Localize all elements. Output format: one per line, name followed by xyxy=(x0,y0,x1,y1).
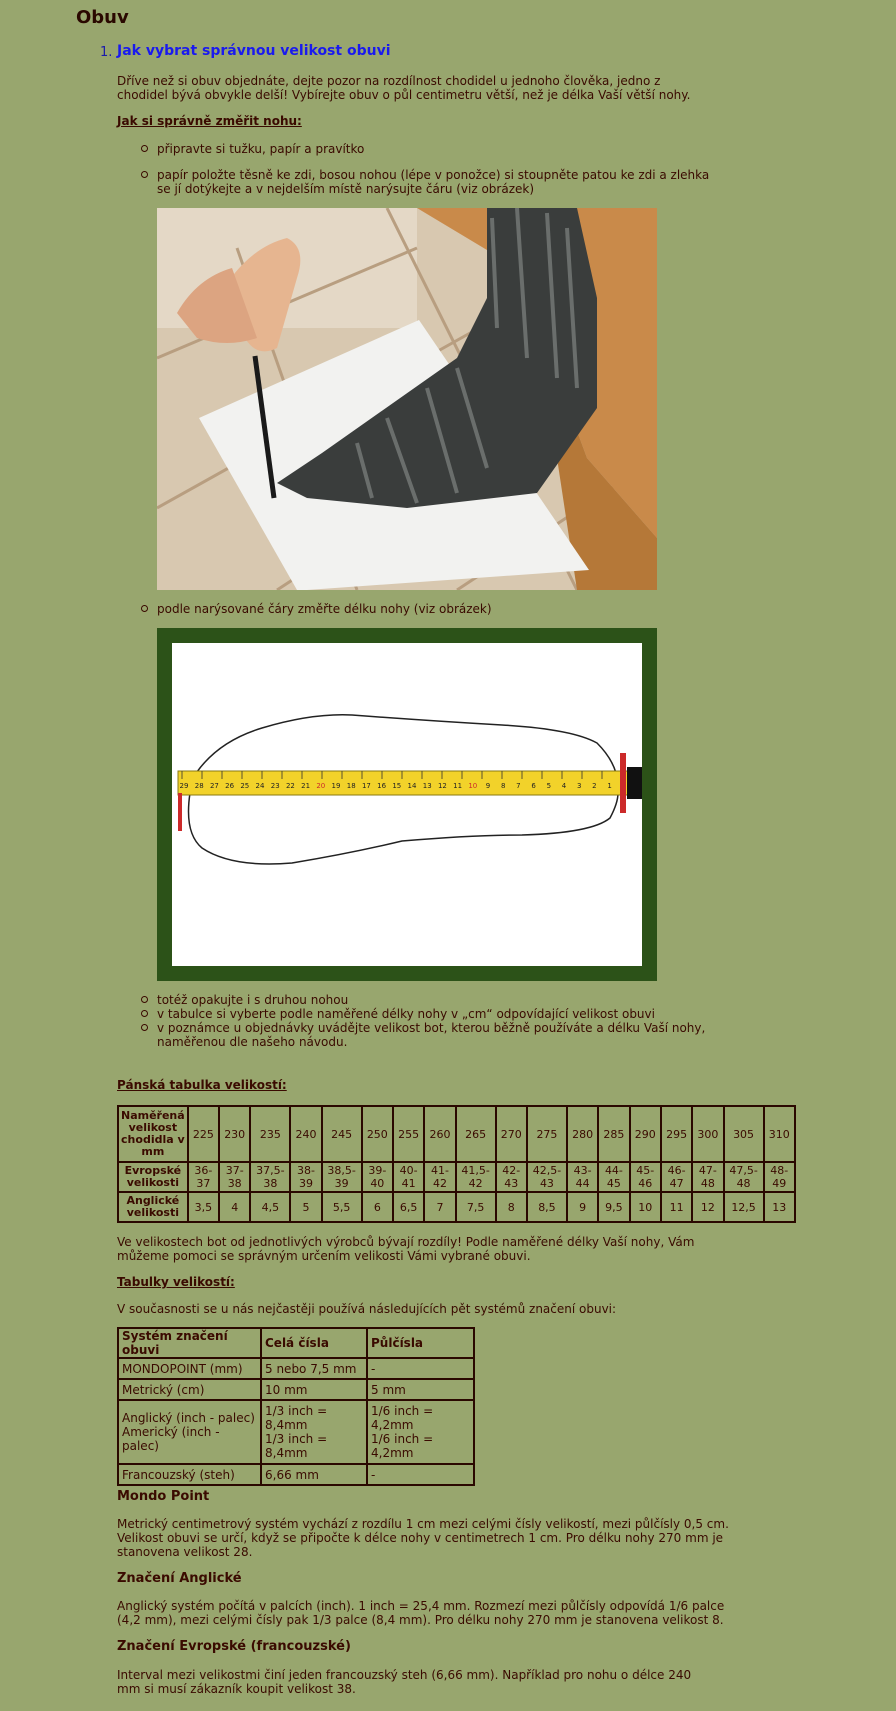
table-cell: 10 xyxy=(630,1192,661,1222)
cell-line: Anglický (inch - palec) xyxy=(122,1411,255,1425)
table-row xyxy=(118,1358,474,1379)
table-cell xyxy=(367,1400,474,1464)
column-header: Systém značení obuvi xyxy=(118,1328,261,1358)
table-cell: 255 xyxy=(393,1106,424,1162)
ruler-number: 19 xyxy=(331,782,341,790)
step-3: podle narýsované čáry změřte délku nohy (viz obrázek) xyxy=(141,602,717,616)
row-header: Anglické velikosti xyxy=(118,1192,188,1222)
systems-intro: V současnosti se u nás nejčastěji používá následujících pět systémů značení obuvi: xyxy=(117,1302,617,1316)
table-cell: 7,5 xyxy=(456,1192,496,1222)
ruler-number: 18 xyxy=(346,782,356,790)
cell-line: 1/3 inch = 8,4mm xyxy=(265,1432,328,1460)
european-text: Interval mezi velikostmi činí jeden francouzský steh (6,66 mm). Například pro nohu o délce 240 mm si musí zákazník koupit velikost 38. xyxy=(117,1668,692,1696)
table-cell: 41,5-42 xyxy=(456,1162,496,1192)
table-cell: - xyxy=(367,1464,474,1485)
mens-table-heading: Pánská tabulka velikostí: xyxy=(117,1078,287,1092)
table-cell: 260 xyxy=(424,1106,455,1162)
table-cell: 300 xyxy=(692,1106,723,1162)
table-cell: 5 nebo 7,5 mm xyxy=(261,1358,367,1379)
table-cell: 36-37 xyxy=(188,1162,219,1192)
table-cell: 12 xyxy=(692,1192,723,1222)
ruler-number: 21 xyxy=(301,782,311,790)
ruler-number: 2 xyxy=(592,782,597,790)
table-cell: 9 xyxy=(567,1192,598,1222)
table-cell: 45-46 xyxy=(630,1162,661,1192)
foot-outline-illustration xyxy=(172,643,642,966)
column-header: Půlčísla xyxy=(367,1328,474,1358)
table-cell: 5 mm xyxy=(367,1379,474,1400)
table-cell: 5 xyxy=(290,1192,321,1222)
table-cell: Francouzský (steh) xyxy=(118,1464,261,1485)
ruler-number: 27 xyxy=(209,782,219,790)
ruler-number: 13 xyxy=(422,782,432,790)
table-cell: 7 xyxy=(424,1192,455,1222)
table-cell: 47-48 xyxy=(692,1162,723,1192)
table-cell xyxy=(118,1400,261,1464)
european-heading: Značení Evropské (francouzské) xyxy=(117,1639,351,1654)
ruler-number: 23 xyxy=(270,782,280,790)
table-cell: 235 xyxy=(250,1106,290,1162)
table-cell: 40-41 xyxy=(393,1162,424,1192)
table-cell: 13 xyxy=(764,1192,795,1222)
ruler-number: 16 xyxy=(377,782,387,790)
table-row xyxy=(118,1379,474,1400)
ruler-number: 22 xyxy=(285,782,295,790)
mens-size-table xyxy=(117,1105,796,1223)
page-title: Obuv xyxy=(76,7,129,28)
measure-heading: Jak si správně změřit nohu: xyxy=(117,114,302,128)
table-cell: 275 xyxy=(527,1106,567,1162)
ruler-number: 25 xyxy=(240,782,250,790)
ruler-number: 7 xyxy=(516,782,521,790)
ruler-number: 4 xyxy=(561,782,567,790)
table-cell: 8,5 xyxy=(527,1192,567,1222)
table-cell: 43-44 xyxy=(567,1162,598,1192)
table-cell: 10 mm xyxy=(261,1379,367,1400)
table-cell: 270 xyxy=(496,1106,527,1162)
table-cell: - xyxy=(367,1358,474,1379)
step-4: totéž opakujte i s druhou nohou xyxy=(141,993,717,1007)
table-cell: 39-40 xyxy=(362,1162,393,1192)
table-cell: 42,5-43 xyxy=(527,1162,567,1192)
table-cell: 280 xyxy=(567,1106,598,1162)
table-cell: 46-47 xyxy=(661,1162,692,1192)
column-header: Celá čísla xyxy=(261,1328,367,1358)
table-cell: 250 xyxy=(362,1106,393,1162)
table-cell: 42-43 xyxy=(496,1162,527,1192)
table-cell: 48-49 xyxy=(764,1162,795,1192)
table-cell: 310 xyxy=(764,1106,795,1162)
size-tables-heading: Tabulky velikostí: xyxy=(117,1275,235,1289)
section-title[interactable]: Jak vybrat správnou velikost obuvi xyxy=(117,43,391,59)
cell-line: 1/6 inch = 4,2mm xyxy=(371,1404,434,1432)
step-6: v poznámce u objednávky uvádějte velikost bot, kterou běžně používáte a délku Vaší nohy, naměřenou dle našeho návodu. xyxy=(141,1021,747,1049)
english-heading: Značení Anglické xyxy=(117,1571,242,1586)
mondo-heading: Mondo Point xyxy=(117,1489,210,1504)
ruler-number: 17 xyxy=(361,782,371,790)
ruler-number: 8 xyxy=(500,782,506,790)
differences-note: Ve velikostech bot od jednotlivých výrobců bývají rozdíly! Podle naměřené délky Vaší nohy, Vám můžeme pomoci se správným určením velikosti Vámi vybrané obuvi. xyxy=(117,1235,695,1263)
mondo-text: Metrický centimetrový systém vychází z rozdílu 1 cm mezi celými čísly velikostí, mezi půlčísly 0,5 cm. Velikost obuvi se určí, když se připočte k délce nohy v centimetrech 1 cm. Pro délku nohy 270 mm je stanovena velikost 28. xyxy=(117,1517,729,1559)
table-cell: Metrický (cm) xyxy=(118,1379,261,1400)
measuring-tape-photo xyxy=(157,628,657,981)
systems-table xyxy=(117,1327,475,1486)
step-2: papír položte těsně ke zdi, bosou nohou (lépe v ponožce) si stoupněte patou ke zdi a zlehka se jí dotýkejte a v nejdelším místě narýsujte čáru (viz obrázek) xyxy=(141,168,717,196)
table-cell xyxy=(261,1400,367,1464)
cell-line: 1/6 inch = 4,2mm xyxy=(371,1432,434,1460)
table-row xyxy=(118,1464,474,1485)
intro-text: Dříve než si obuv objednáte, dejte pozor na rozdílnost chodidel u jednoho člověka, jedno z chodidel bývá obvykle delší! Vybírejte obuv o půl centimetru větší, než je délka Vaší větší nohy. xyxy=(117,74,691,102)
ruler-number: 20 xyxy=(316,782,326,790)
table-cell: 37-38 xyxy=(219,1162,250,1192)
table-cell: 3,5 xyxy=(188,1192,219,1222)
ruler-number: 29 xyxy=(179,782,189,790)
cell-line: 1/3 inch = 8,4mm xyxy=(265,1404,328,1432)
foot-drawing-illustration xyxy=(157,208,657,590)
table-cell: 47,5-48 xyxy=(724,1162,764,1192)
table-row xyxy=(118,1162,795,1192)
table-cell: 245 xyxy=(322,1106,362,1162)
table-cell: 4 xyxy=(219,1192,250,1222)
table-cell: 11 xyxy=(661,1192,692,1222)
table-cell: 305 xyxy=(724,1106,764,1162)
table-row xyxy=(118,1400,474,1464)
ruler-number: 1 xyxy=(607,782,612,790)
table-row xyxy=(118,1106,795,1162)
ruler-number: 28 xyxy=(194,782,204,790)
ruler-number: 11 xyxy=(453,782,463,790)
ruler-number: 3 xyxy=(576,782,582,790)
table-row xyxy=(118,1192,795,1222)
table-header-row xyxy=(118,1328,474,1358)
row-header: Evropské velikosti xyxy=(118,1162,188,1192)
ruler-number: 15 xyxy=(392,782,402,790)
ruler-number: 9 xyxy=(485,782,491,790)
cell-line: Americký (inch - palec) xyxy=(122,1425,220,1453)
table-cell: 8 xyxy=(496,1192,527,1222)
english-text: Anglický systém počítá v palcích (inch). 1 inch = 25,4 mm. Rozmezí mezi půlčísly odpovídá 1/6 palce (4,2 mm), mezi celými čísly pak 1/3 palce (8,4 mm). Pro délku nohy 270 mm je stanovena velikost 8. xyxy=(117,1599,725,1627)
foot-drawing-photo xyxy=(157,208,657,590)
table-cell: 230 xyxy=(219,1106,250,1162)
ruler-number: 6 xyxy=(531,782,536,790)
ruler-number: 10 xyxy=(468,782,478,790)
table-cell: 41-42 xyxy=(424,1162,455,1192)
section-number: 1. xyxy=(100,45,113,60)
table-cell: 265 xyxy=(456,1106,496,1162)
table-cell: 290 xyxy=(630,1106,661,1162)
table-cell: 38-39 xyxy=(290,1162,321,1192)
table-cell: 6 xyxy=(362,1192,393,1222)
table-cell: MONDOPOINT (mm) xyxy=(118,1358,261,1379)
outline-paper xyxy=(172,643,642,966)
table-cell: 295 xyxy=(661,1106,692,1162)
table-cell: 4,5 xyxy=(250,1192,290,1222)
ruler-number: 26 xyxy=(225,782,235,790)
table-cell: 225 xyxy=(188,1106,219,1162)
ruler-number: 12 xyxy=(437,782,447,790)
row-header: Naměřená velikost chodidla v mm xyxy=(118,1106,188,1162)
table-cell: 9,5 xyxy=(598,1192,629,1222)
table-cell: 6,5 xyxy=(393,1192,424,1222)
ruler-number: 5 xyxy=(546,782,552,790)
table-cell: 6,66 mm xyxy=(261,1464,367,1485)
table-cell: 37,5-38 xyxy=(250,1162,290,1192)
table-cell: 285 xyxy=(598,1106,629,1162)
table-cell: 5,5 xyxy=(322,1192,362,1222)
table-cell: 240 xyxy=(290,1106,321,1162)
table-cell: 44-45 xyxy=(598,1162,629,1192)
ruler-number: 14 xyxy=(407,782,417,790)
ruler-number: 24 xyxy=(255,782,265,790)
step-5: v tabulce si vyberte podle naměřené délky nohy v „cm“ odpovídající velikost obuvi xyxy=(141,1007,717,1021)
table-cell: 38,5-39 xyxy=(322,1162,362,1192)
table-cell: 12,5 xyxy=(724,1192,764,1222)
step-1: připravte si tužku, papír a pravítko xyxy=(141,142,717,156)
